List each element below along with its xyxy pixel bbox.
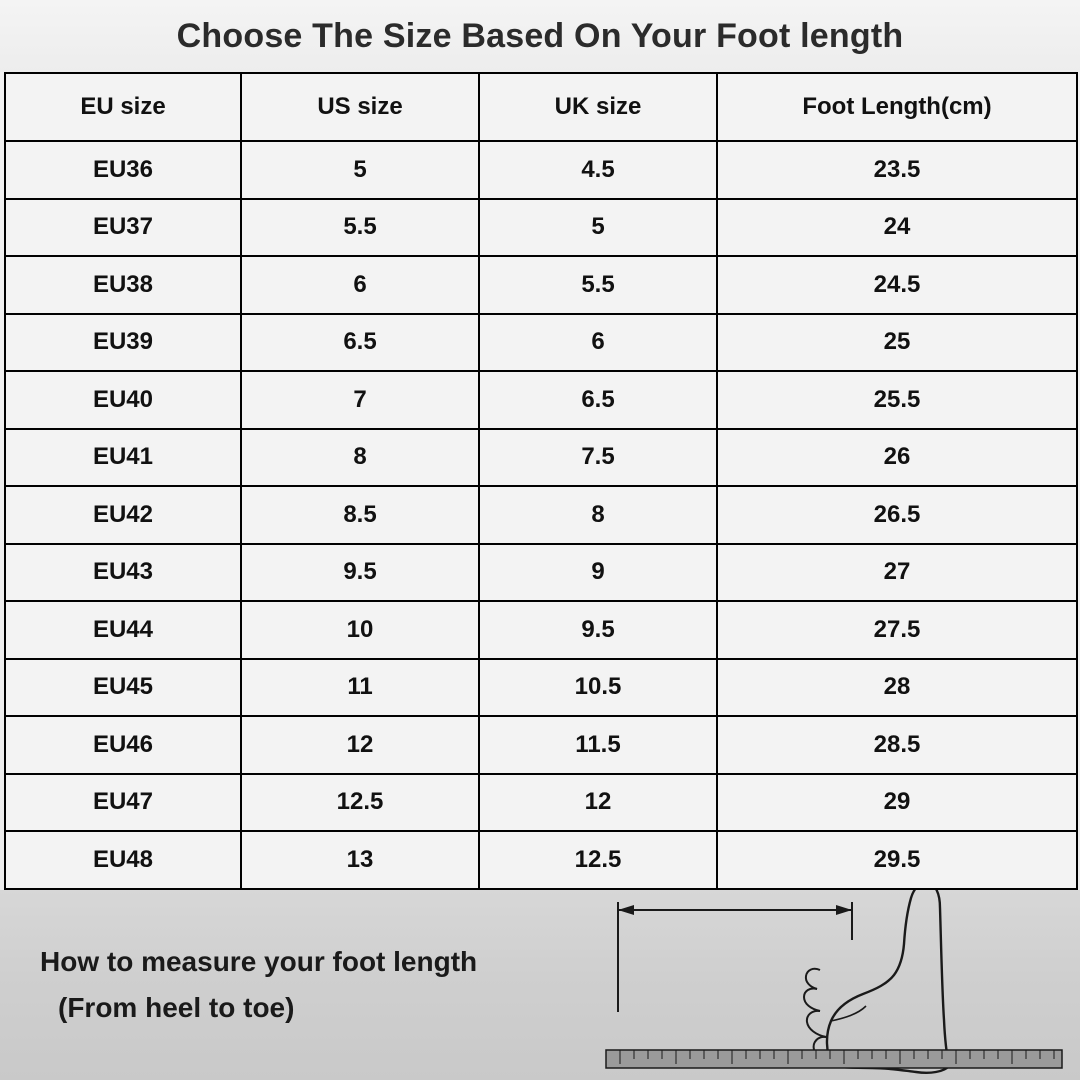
table-row [5,429,1077,487]
cell-foot-length: 28.5 [717,716,1077,774]
size-table-container [0,72,1080,890]
cell-uk: 7.5 [479,429,717,487]
cell-us: 7 [241,371,479,429]
cell-foot-length: 23.5 [717,141,1077,199]
cell-uk: 12.5 [479,831,717,889]
cell-uk: 5 [479,199,717,257]
cell-us: 9.5 [241,544,479,602]
cell-eu: EU43 [5,544,241,602]
cell-us: 8.5 [241,486,479,544]
cell-foot-length: 25.5 [717,371,1077,429]
cell-eu: EU42 [5,486,241,544]
cell-us: 5.5 [241,199,479,257]
cell-eu: EU40 [5,371,241,429]
cell-us: 13 [241,831,479,889]
cell-uk: 6 [479,314,717,372]
cell-uk: 5.5 [479,256,717,314]
cell-foot-length: 26 [717,429,1077,487]
cell-eu: EU36 [5,141,241,199]
cell-eu: EU45 [5,659,241,717]
cell-uk: 12 [479,774,717,832]
cell-us: 10 [241,601,479,659]
cell-us: 6.5 [241,314,479,372]
cell-us: 11 [241,659,479,717]
foot-side-profile-with-ruler-icon [600,890,1070,1080]
cell-foot-length: 28 [717,659,1077,717]
table-row [5,544,1077,602]
measure-subheading: (From heel to toe) [58,991,295,1023]
cell-us: 6 [241,256,479,314]
table-row [5,831,1077,889]
table-row [5,659,1077,717]
column-header-foot-length: Foot Length(cm) [717,73,1077,141]
table-header [5,73,1077,141]
cell-foot-length: 27 [717,544,1077,602]
cell-eu: EU46 [5,716,241,774]
measure-heading: How to measure your foot length [40,945,478,977]
cell-uk: 9 [479,544,717,602]
column-header-eu: EU size [5,73,241,141]
table-row [5,774,1077,832]
cell-foot-length: 29 [717,774,1077,832]
cell-us: 12.5 [241,774,479,832]
cell-foot-length: 26.5 [717,486,1077,544]
table-row [5,141,1077,199]
column-header-us: US size [241,73,479,141]
cell-foot-length: 24 [717,199,1077,257]
cell-uk: 4.5 [479,141,717,199]
measure-instructions-panel [0,890,1080,1080]
cell-eu: EU37 [5,199,241,257]
cell-foot-length: 29.5 [717,831,1077,889]
cell-eu: EU47 [5,774,241,832]
table-row [5,601,1077,659]
cell-eu: EU48 [5,831,241,889]
column-header-uk: UK size [479,73,717,141]
cell-foot-length: 24.5 [717,256,1077,314]
cell-uk: 6.5 [479,371,717,429]
cell-us: 12 [241,716,479,774]
size-table [4,72,1078,890]
table-row [5,199,1077,257]
cell-us: 8 [241,429,479,487]
cell-eu: EU44 [5,601,241,659]
table-row [5,716,1077,774]
table-row [5,314,1077,372]
cell-uk: 11.5 [479,716,717,774]
table-row [5,371,1077,429]
cell-foot-length: 25 [717,314,1077,372]
table-row [5,486,1077,544]
table-header-row [5,73,1077,141]
cell-uk: 8 [479,486,717,544]
cell-eu: EU41 [5,429,241,487]
table-body [5,141,1077,889]
cell-uk: 9.5 [479,601,717,659]
cell-eu: EU39 [5,314,241,372]
cell-us: 5 [241,141,479,199]
table-row [5,256,1077,314]
cell-uk: 10.5 [479,659,717,717]
cell-eu: EU38 [5,256,241,314]
measure-text-block [0,946,580,1024]
cell-foot-length: 27.5 [717,601,1077,659]
page-title: Choose The Size Based On Your Foot length [0,0,1080,72]
